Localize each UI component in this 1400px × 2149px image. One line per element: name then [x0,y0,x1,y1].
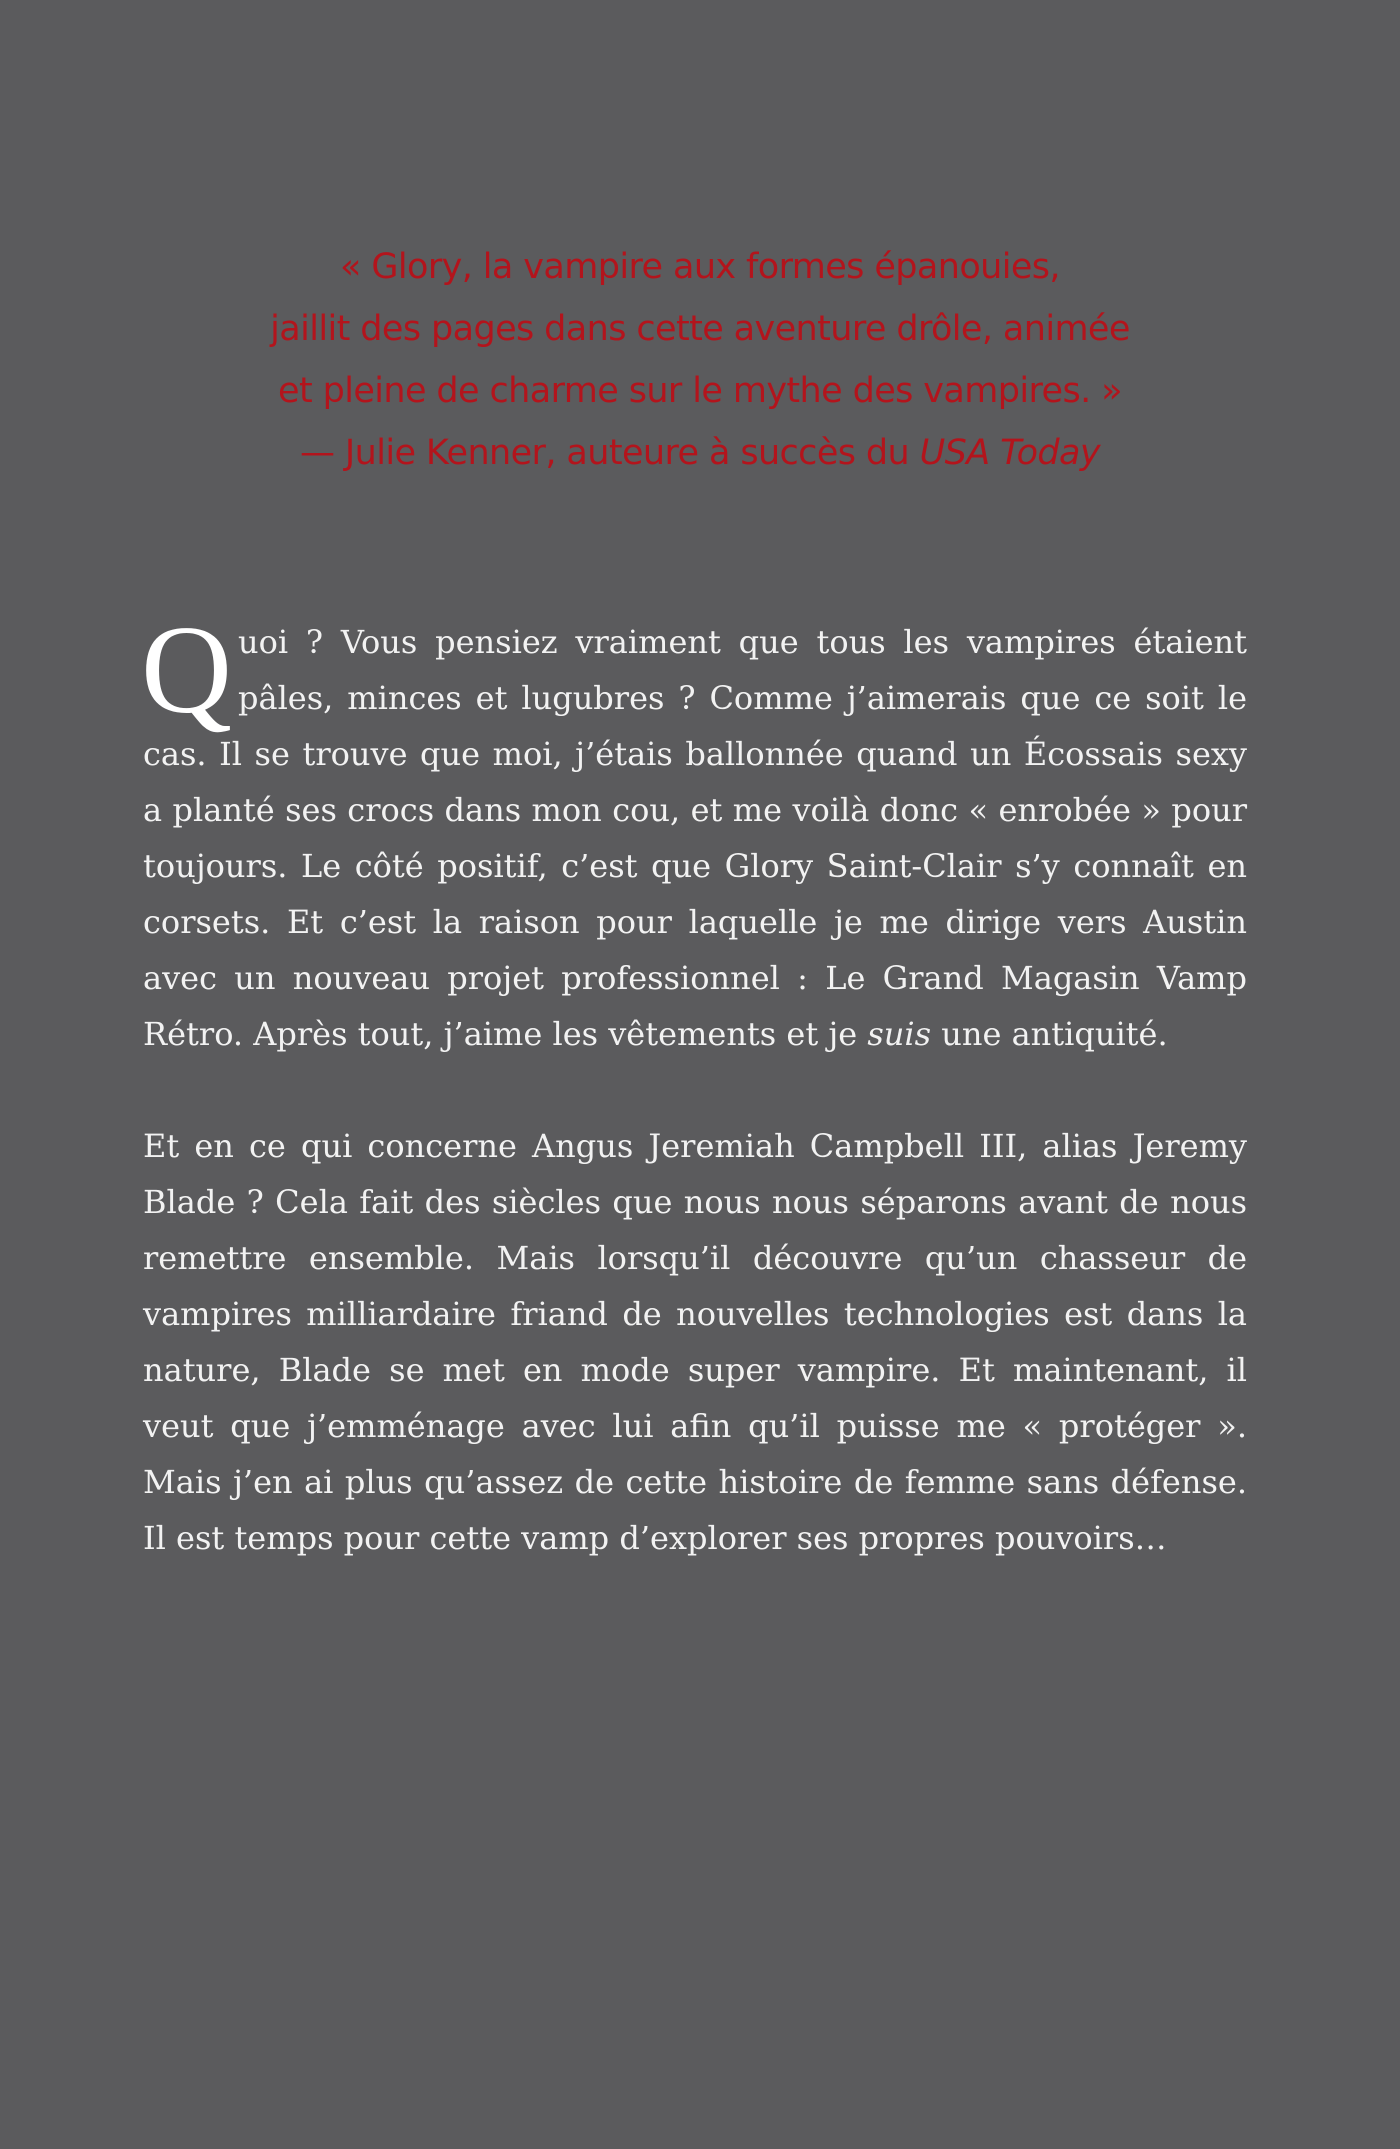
attribution-publication: USA Today [919,433,1101,473]
blurb-paragraph-2: Et en ce qui concerne Angus Jeremiah Campbell III, alias Jeremy Blade ? Cela fait des siècles que nous nous séparons avant de nous remettre ensemble. Mais lorsqu’il découvre qu’un chasseur de vampires milliardaire friand de nouvelles technologies est dans la nature, Blade se met en mode super vampire. Et maintenant, il veut que j’emménage avec lui afin qu’il puisse me « protéger ». Mais j’en ai plus qu’assez de cette histoire de femme sans défense. Il est temps pour cette vamp d’explorer ses propres pouvoirs… [143,1127,1247,1557]
quote-attribution [0,422,1400,484]
quote-line-2: jaillit des pages dans cette aventure drôle, animée [270,309,1130,349]
paragraph-1-text-a: uoi ? Vous pensiez vraiment que tous les vampires étaient pâles, minces et lugubres ? Comme j’aimerais que ce soit le cas. Il se trouve que moi, j’étais ballonnée quand un Écossais sexy a planté ses crocs dans mon cou, et me voilà donc « enrobée » pour toujours. Le côté positif, c’est que Glory Saint-Clair s’y connaît en corsets. Et c’est la raison pour laquelle je me dirige vers Austin avec un nouveau projet professionnel : Le Grand Magasin Vamp Rétro. Après tout, j’aime les vêtements et je [143,623,1247,1053]
attribution-author: — Julie Kenner, auteure à succès du [299,433,920,473]
drop-cap: Q [141,601,232,740]
blurb-paragraph-1 [141,601,1247,1062]
paragraph-1-text-b: une antiquité. [931,1015,1168,1053]
quote-line-3: et pleine de charme sur le mythe des vampires. » [278,371,1122,411]
quote-line-1: « Glory, la vampire aux formes épanouies, [340,247,1060,287]
paragraph-1-emphasis: suis [867,1015,932,1053]
blurb-text [141,601,1247,1566]
review-quote [0,236,1400,484]
